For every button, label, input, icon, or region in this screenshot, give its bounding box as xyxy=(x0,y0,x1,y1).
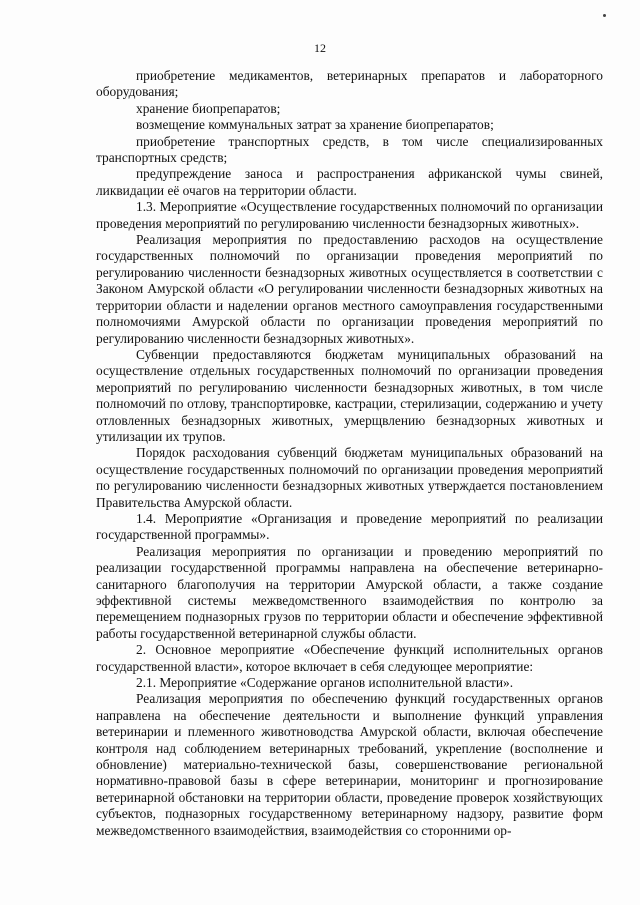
scan-dot-mark xyxy=(603,14,606,17)
paragraph: 2. Основное мероприятие «Обеспечение функций исполнительных органов государственной власти», которое включает в себя следующее мероприятие: xyxy=(96,642,603,674)
page-number: 12 xyxy=(314,41,326,55)
paragraph: приобретение транспортных средств, в том числе специализированных транспортных средств; xyxy=(96,133,603,166)
paragraph: Субвенции предоставляются бюджетам муниципальных образований на осуществление отдельных государственных полномочий по организации проведения мероприятий по регулированию численности безнадзорных животных, в том числе полномочий по отлову, транспортировке, кастрации, стерилизации, содержанию и учету отловленных безнадзорных животных, умерщвлению безнадзорных животных и утилизации их трупов. xyxy=(96,346,603,444)
paragraph: 2.1. Мероприятие «Содержание органов исполнительной власти». xyxy=(136,675,514,691)
paragraph: хранение биопрепаратов; xyxy=(136,100,281,116)
paragraph: 1.3. Мероприятие «Осуществление государственных полномочий по организации проведения мероприятий по регулированию численности безнадзорных животных». xyxy=(96,199,603,231)
paragraph: приобретение медикаментов, ветеринарных препаратов и лабораторного оборудования; xyxy=(96,68,603,100)
paragraph: возмещение коммунальных затрат за хранение биопрепаратов; xyxy=(136,117,494,133)
paragraph: Реализация мероприятия по предоставлению расходов на осуществление государственных полномочий по организации проведения мероприятий по регулированию численности безнадзорных животных осуществляется в соответствии с Законом Амурской области «О регулировании численности безнадзорных животных на территории области и наделении органов местного самоуправления государственными полномочиями Амурской области по организации проведения мероприятий по регулированию численности безнадзорных животных». xyxy=(96,232,603,346)
paragraph: 1.4. Мероприятие «Организация и проведение мероприятий по реализации государственной программы». xyxy=(96,510,603,543)
document-body xyxy=(96,68,603,839)
paragraph: Реализация мероприятия по обеспечению функций государственных органов направлена на обеспечение деятельности и выполнение функций управления ветеринарии и племенного животноводства Амурской области, включая обеспечение контроля над соблюдением ветеринарных требований, укрепление (восполнение и обновление) материально-технической базы, совершенствование региональной нормативно-правовой базы в сфере ветеринарии, мониторинг и прогнозирование ветеринарной обстановки на территории области, проведение проверок хозяйствующих субъектов, подназорных государственному ветеринарному надзору, развитие форм межведомственного взаимодействия, взаимодействия со сторонними ор- xyxy=(96,691,603,838)
paragraph: Реализация мероприятия по организации и проведению мероприятий по реализации государственной программы направлена на обеспечение ветеринарно-санитарного благополучия на территории Амурской области, а также создание эффективной системы межведомственного взаимодействия по контролю за перемещением подназорных грузов по территории области и обеспечение эффективной работы государственной ветеринарной службы области. xyxy=(96,543,603,641)
paragraph: Порядок расходования субвенций бюджетам муниципальных образований на осуществление государственных полномочий по организации проведения мероприятий по регулированию численности безнадзорных животных утверждается постановлением Правительства Амурской области. xyxy=(96,445,603,510)
paragraph: предупреждение заноса и распространения африканской чумы свиней, ликвидации её очагов на территории области. xyxy=(96,166,603,198)
